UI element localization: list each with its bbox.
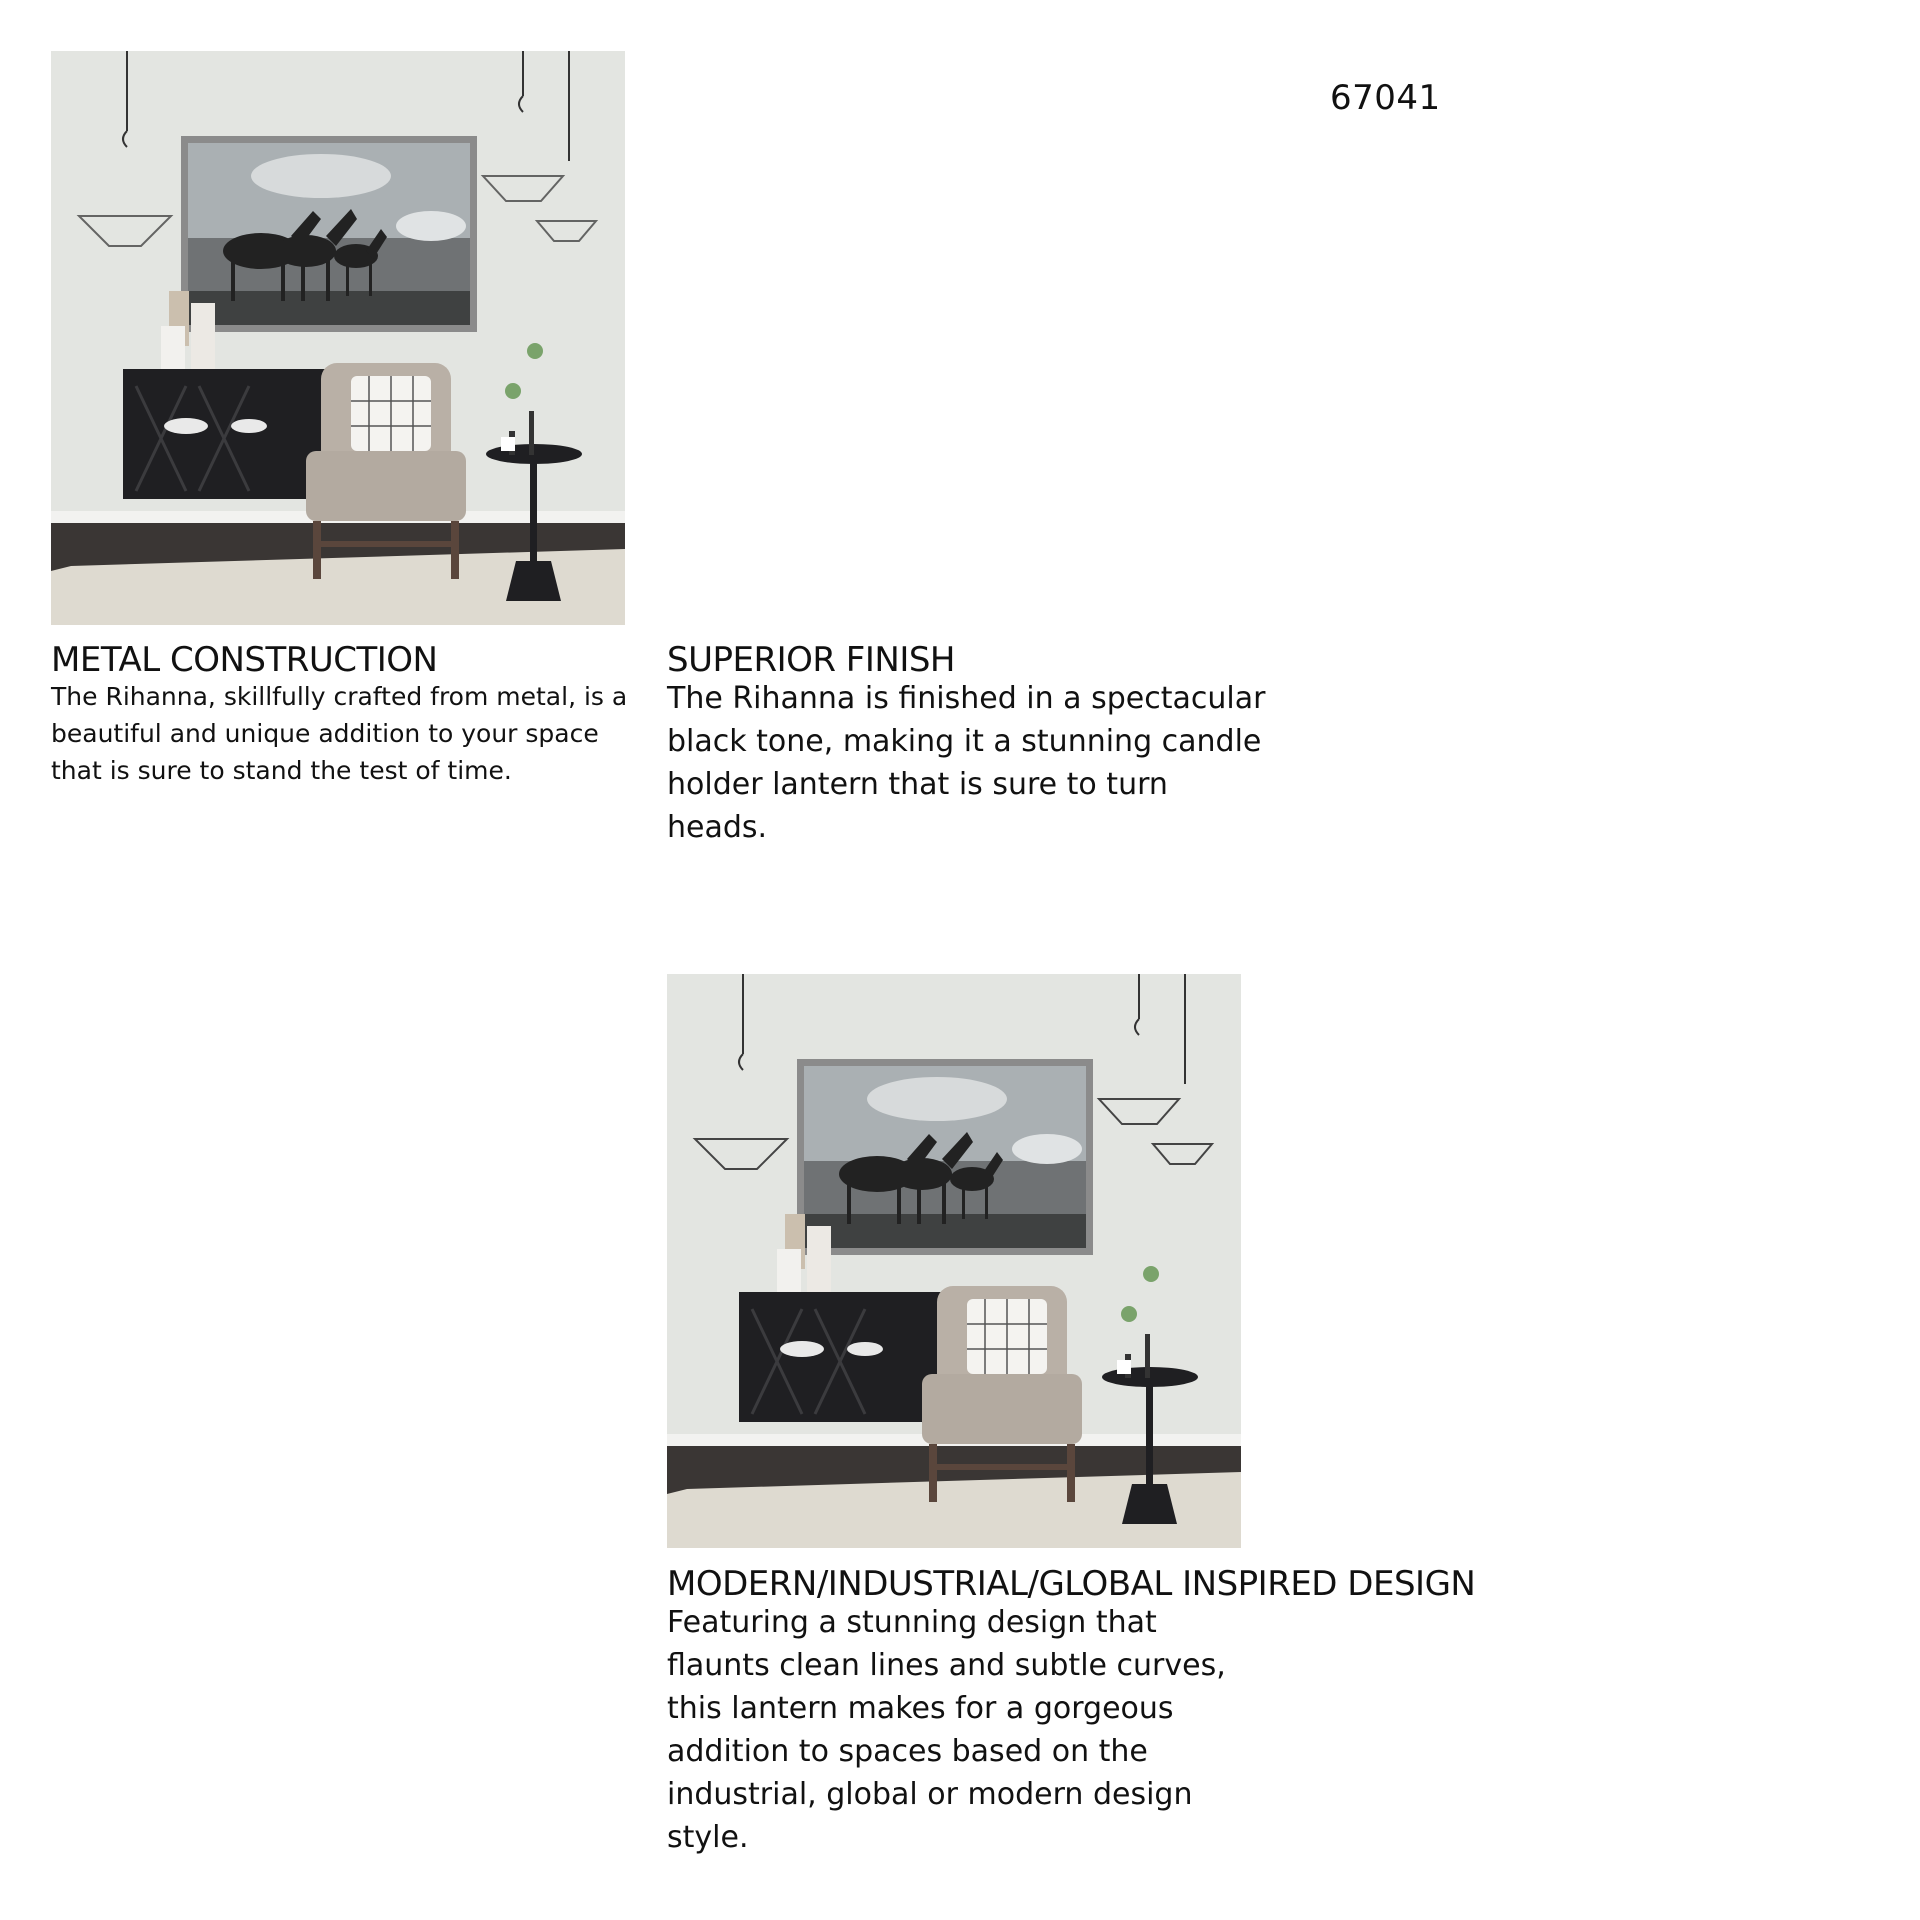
feature-body-design: Featuring a stunning design that flaunts clean lines and subtle curves, this lantern makes for a gorgeous addition to spaces based on the industrial, global or modern design style. [667, 1605, 1226, 1855]
feature-body-metal-construction: The Rihanna, skillfully crafted from metal, is a beautiful and unique addition to your space that is sure to stand the test of time. [51, 682, 628, 785]
room-scene-photo [51, 51, 625, 625]
feature-heading-design: MODERN/INDUSTRIAL/GLOBAL INSPIRED DESIGN [667, 1564, 1476, 1604]
product-sku: 67041 [1330, 78, 1441, 118]
feature-body-superior-finish: The Rihanna is finished in a spectacular black tone, making it a stunning candle holder lantern that is sure to turn heads. [667, 681, 1266, 845]
room-scene-photo-secondary [667, 974, 1241, 1548]
feature-heading-metal-construction: METAL CONSTRUCTION [51, 640, 438, 680]
feature-heading-superior-finish: SUPERIOR FINISH [667, 640, 955, 680]
